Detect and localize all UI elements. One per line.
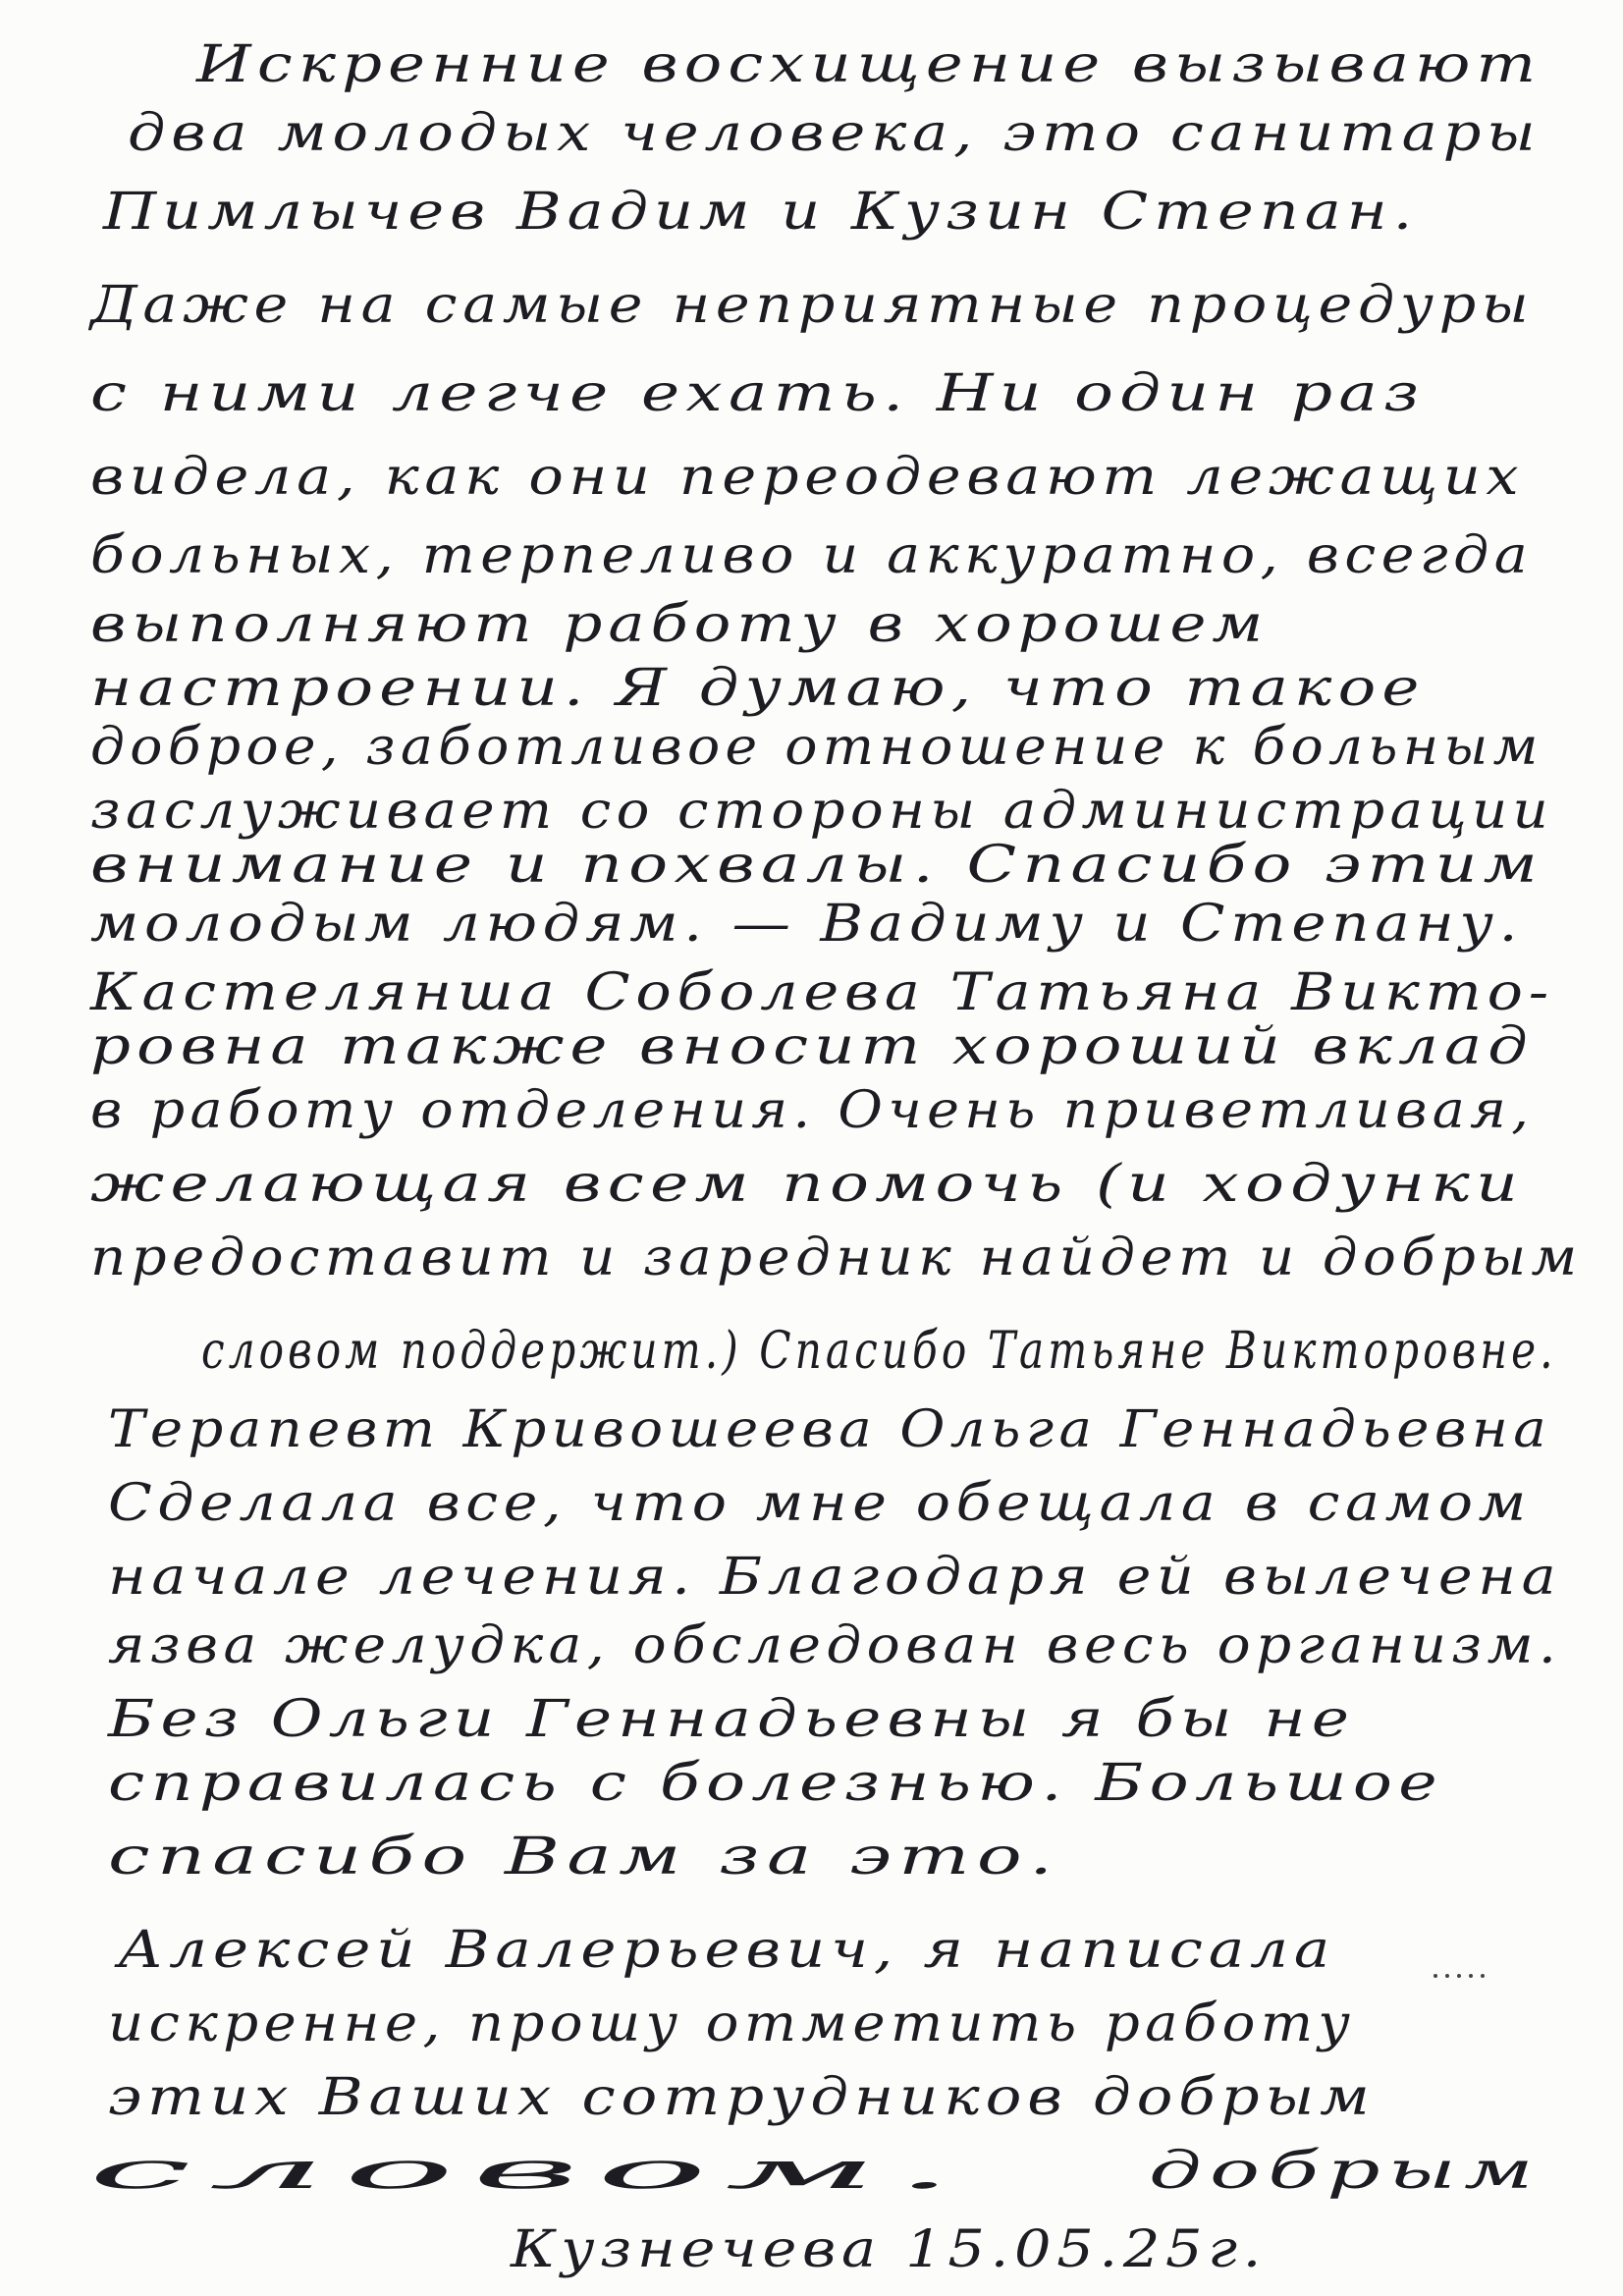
- letter-line: настроении. Я думаю, что такое: [90, 659, 1426, 718]
- letter-line: выполняют работу в хорошем: [90, 595, 1270, 654]
- signature-date-line: Кузнечева 15.05.25г.: [511, 2220, 1268, 2279]
- letter-line: больных, терпеливо и аккуратно, всегда: [90, 526, 1534, 585]
- letter-line: с ними легче ехать. Ни один раз: [90, 364, 1426, 423]
- letter-line: Алексей Валерьевич, я написала: [118, 1921, 1336, 1980]
- letter-line: видела, как они переодевают лежащих: [90, 448, 1525, 507]
- letter-line: доброе, заботливое отношение к больным: [90, 718, 1543, 777]
- letter-line: Без Ольги Геннадьевны я бы не: [108, 1690, 1356, 1749]
- letter-line: молодым людям. — Вадиму и Степану.: [90, 895, 1524, 954]
- letter-line: этих Ваших сотрудников добрым: [108, 2068, 1376, 2127]
- letter-line: внимание и похвалы. Спасибо этим: [90, 836, 1544, 895]
- letter-line: добрым: [1149, 2142, 1542, 2201]
- letter-line: в работу отделения. Очень приветливая,: [90, 1081, 1535, 1140]
- letter-line: словом.: [88, 2142, 972, 2201]
- letter-line: спасибо Вам за это.: [108, 1828, 1060, 1886]
- letter-line: Даже на самые неприятные процедуры: [90, 276, 1535, 335]
- letter-line: Пимлычев Вадим и Кузин Степан.: [103, 183, 1419, 242]
- letter-line: Терапевт Кривошеева Ольга Геннадьевна: [108, 1400, 1552, 1459]
- letter-line: заслуживает со стороны администрации: [90, 782, 1554, 841]
- letter-line: искренне, прошу отметить работу: [108, 1995, 1356, 2053]
- letter-line: желающая всем помочь (и ходунки: [90, 1155, 1525, 1214]
- stray-ink-marks: [1434, 1974, 1502, 1984]
- letter-line: предоставит и заредник найдет и добрым: [90, 1229, 1583, 1287]
- letter-line: словом поддержит.) Спасибо Татьяне Викторовне.: [201, 1322, 1557, 1381]
- letter-line: начале лечения. Благодаря ей вылечена: [108, 1548, 1562, 1607]
- letter-line: Искренние восхищение вызывают: [196, 35, 1542, 94]
- letter-line: язва желудка, обследован весь организм.: [108, 1616, 1562, 1675]
- letter-line: справилась с болезнью. Большое: [108, 1754, 1444, 1813]
- letter-line: Сделала все, что мне обещала в самом: [108, 1474, 1532, 1533]
- letter-line: ровна также вносит хороший вклад: [90, 1017, 1534, 1076]
- letter-line: Кастелянша Соболева Татьяна Викто-: [90, 963, 1554, 1022]
- letter-line: два молодых человека, это санитары: [128, 104, 1542, 163]
